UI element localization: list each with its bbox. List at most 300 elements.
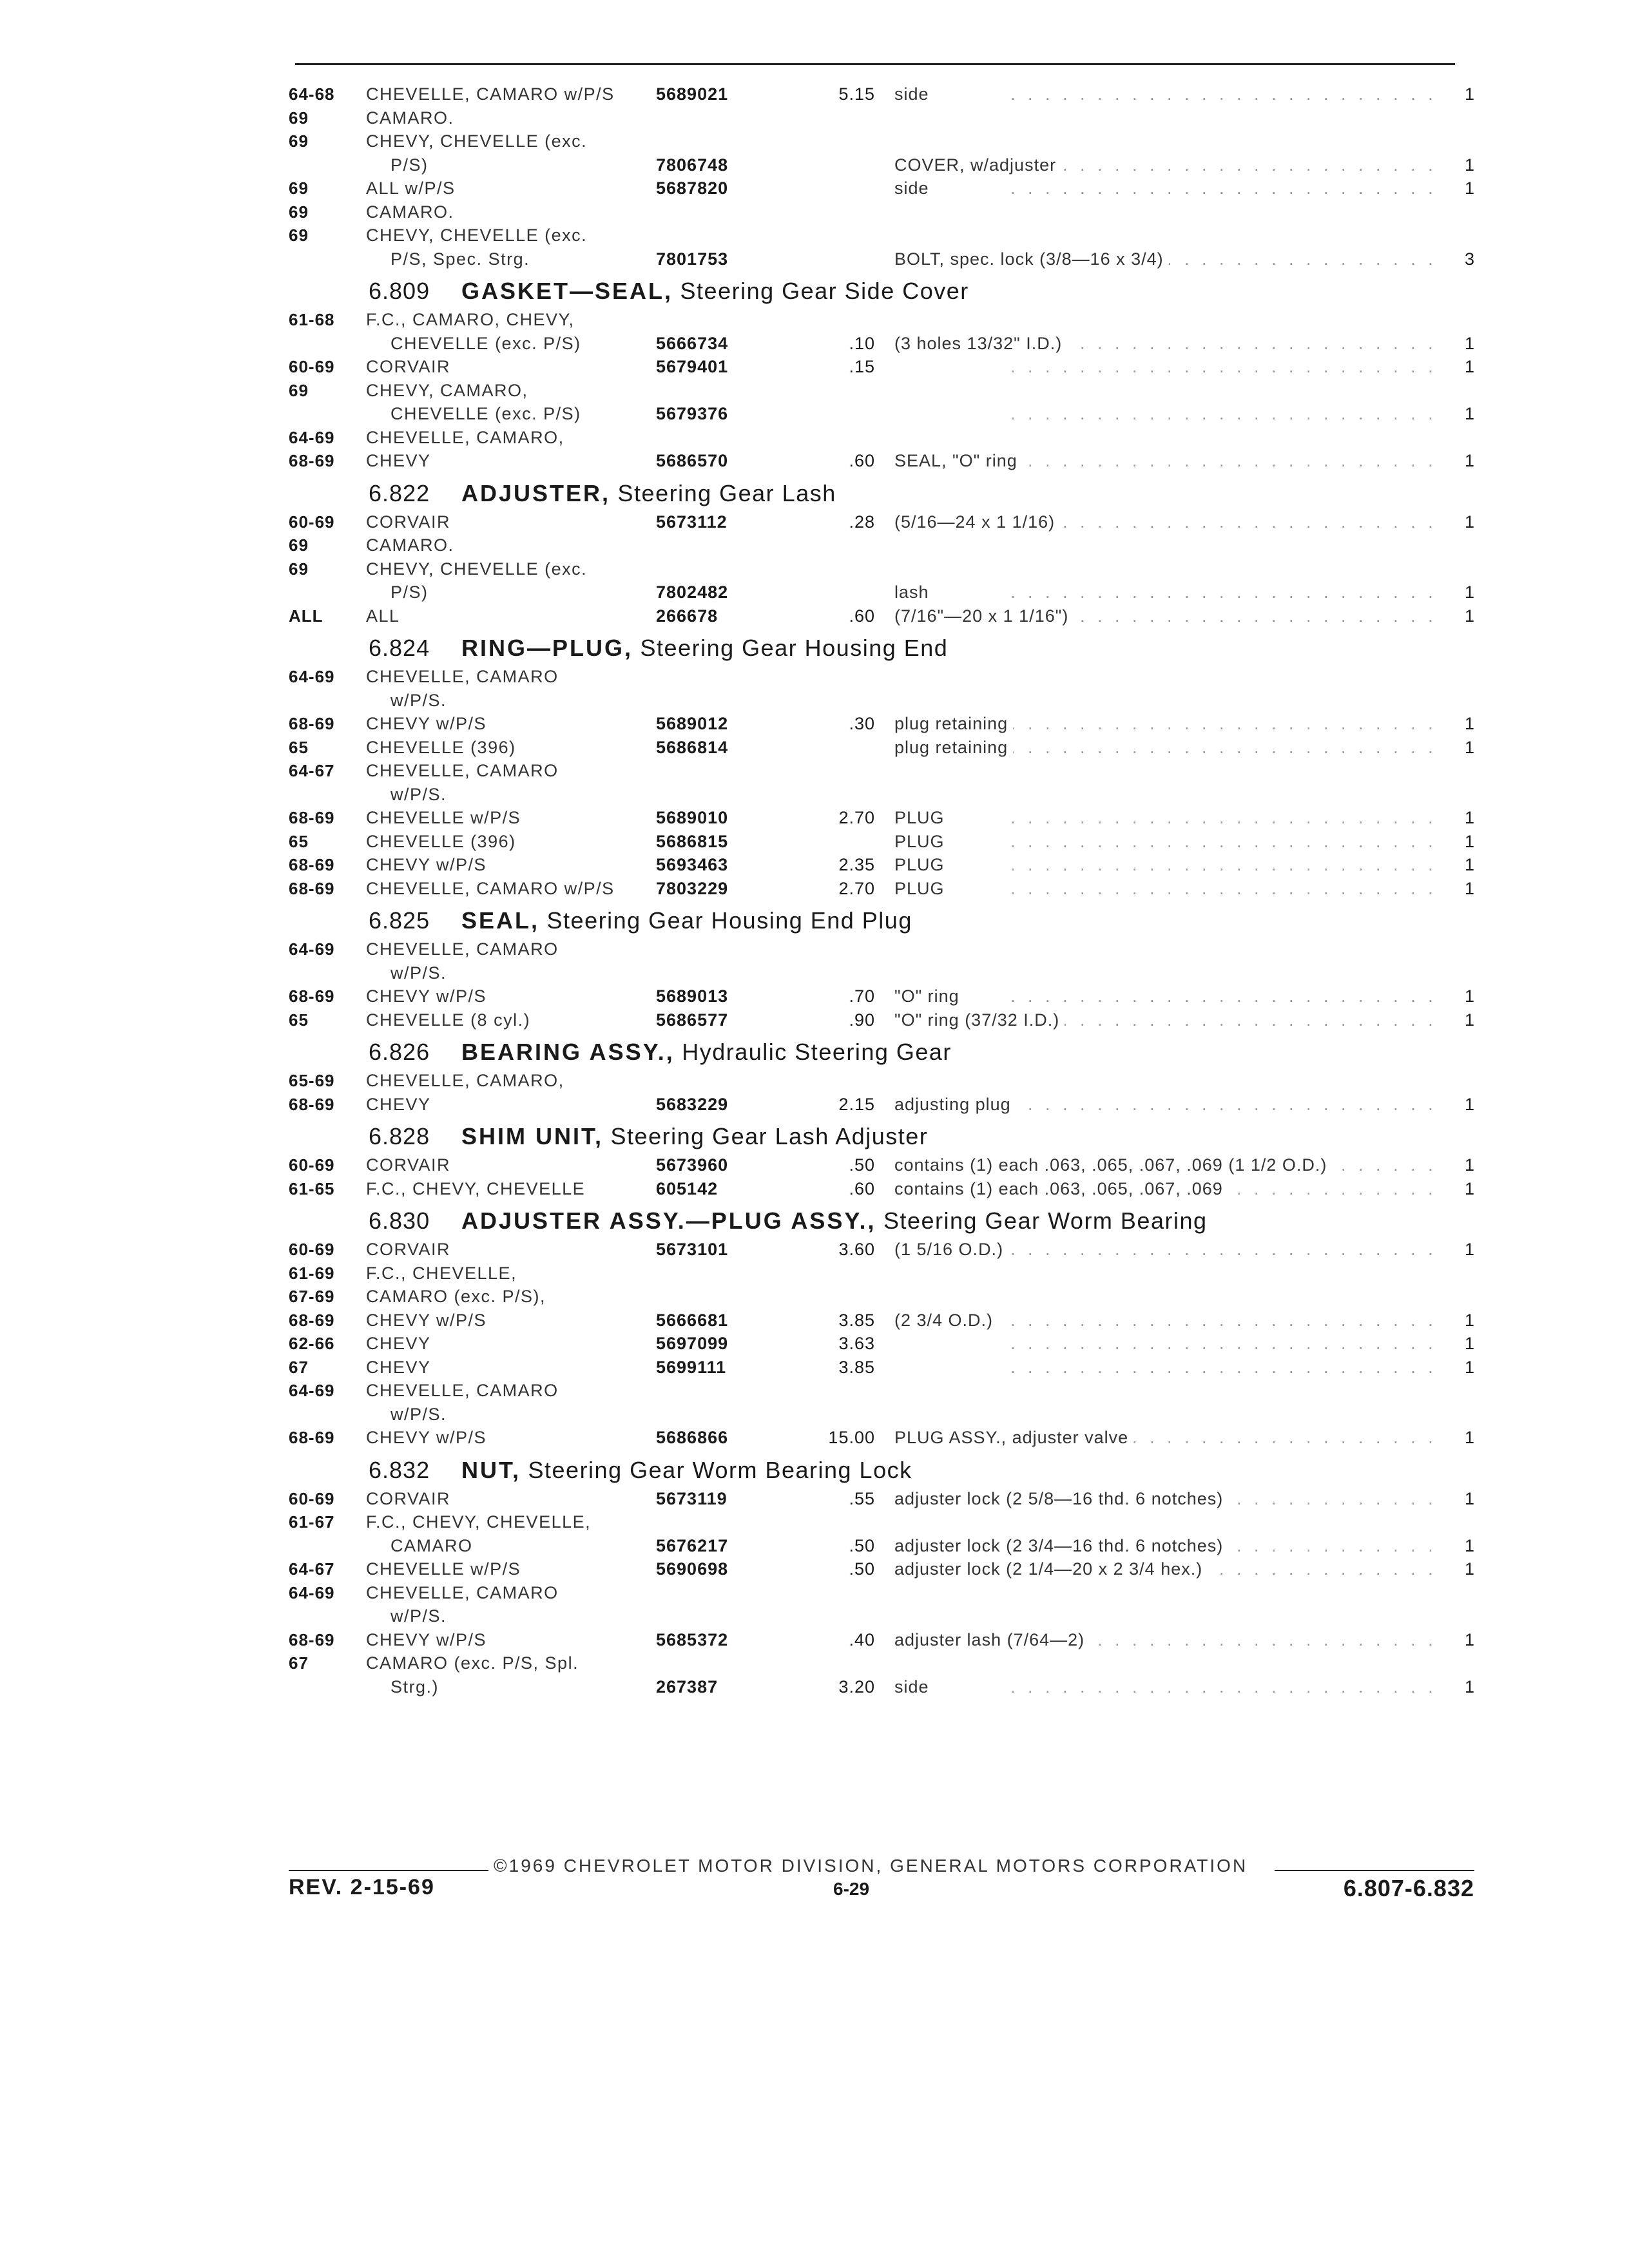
model-years: 68-69 [289, 714, 335, 733]
model-years: 69 [289, 226, 309, 245]
catalog-row [289, 1675, 1474, 1699]
part-description: lash [894, 581, 934, 604]
catalog-row [289, 153, 1474, 177]
catalog-row [289, 1262, 1474, 1285]
model-years: 60-69 [289, 1488, 335, 1508]
quantity: 1 [1464, 737, 1474, 757]
vehicle-models: CHEVELLE (396) [366, 831, 516, 851]
section-heading [289, 271, 1474, 308]
quantity: 1 [1464, 512, 1474, 532]
quantity: 3 [1464, 249, 1474, 269]
catalog-row [289, 961, 1474, 985]
model-years: 68-69 [289, 1094, 335, 1114]
top-rule [295, 63, 1455, 65]
part-number: 5686815 [656, 831, 729, 851]
model-years: 69 [289, 535, 309, 555]
quantity: 1 [1464, 582, 1474, 602]
list-price: 5.15 [838, 84, 875, 104]
vehicle-models: CHEVELLE (396) [366, 737, 516, 757]
quantity: 1 [1464, 714, 1474, 733]
model-years: 68-69 [289, 1310, 335, 1330]
vehicle-models: CHEVELLE, CAMARO [366, 667, 559, 686]
part-number: 5690698 [656, 1559, 729, 1579]
catalog-row [289, 604, 1474, 628]
part-description: SEAL, "O" ring [894, 449, 1023, 473]
model-years: 64-69 [289, 667, 335, 686]
catalog-row [289, 1403, 1474, 1427]
list-price: 3.85 [838, 1357, 875, 1377]
vehicle-models: CHEVELLE, CAMARO [366, 939, 559, 959]
section-heading [289, 900, 1474, 937]
vehicle-models: CORVAIR [366, 357, 451, 376]
leader-dots [1010, 877, 1436, 901]
leader-dots [1010, 153, 1436, 177]
list-price: .50 [849, 1559, 875, 1579]
section-subtitle: Steering Gear Side Cover [680, 278, 969, 304]
list-price: .60 [849, 1178, 875, 1198]
catalog-row [289, 1177, 1474, 1201]
vehicle-models: CHEVY w/P/S [366, 1310, 487, 1330]
catalog-row [289, 557, 1474, 581]
model-years: 69 [289, 131, 309, 151]
vehicle-models: P/S) [390, 155, 429, 175]
vehicle-models: ALL w/P/S [366, 178, 456, 198]
list-price: 2.15 [838, 1094, 875, 1114]
vehicle-models: w/P/S. [390, 1606, 447, 1626]
part-number: 5679376 [656, 404, 729, 423]
revision-date: REV. 2-15-69 [289, 1875, 435, 1899]
section-subtitle: Steering Gear Lash [617, 479, 836, 506]
section-title [461, 1032, 952, 1073]
part-description: (3 holes 13/32" I.D.) [894, 332, 1067, 356]
leader-dots [1010, 402, 1436, 426]
leader-dots [1010, 82, 1436, 106]
vehicle-models: CHEVELLE, CAMARO, [366, 1071, 564, 1090]
model-years: 68-69 [289, 1428, 335, 1447]
part-description: adjuster lock (2 3/4—16 thd. 6 notches) [894, 1534, 1228, 1558]
section-number: 6.809 [369, 278, 430, 304]
list-price: .40 [849, 1629, 875, 1649]
catalog-row [289, 1309, 1474, 1332]
vehicle-models: P/S) [390, 582, 429, 602]
model-years: 68-69 [289, 878, 335, 898]
section-part-name: NUT, [461, 1456, 521, 1483]
section-range: 6.807-6.832 [1343, 1875, 1474, 1901]
vehicle-models: CORVAIR [366, 1488, 451, 1508]
list-price: .60 [849, 606, 875, 626]
catalog-row [289, 806, 1474, 830]
part-number: 5673960 [656, 1155, 729, 1175]
part-number: 5673119 [656, 1488, 728, 1508]
section-subtitle: Steering Gear Housing End Plug [546, 907, 912, 934]
vehicle-models: CHEVELLE w/P/S [366, 1559, 521, 1579]
leader-dots [1010, 1332, 1436, 1356]
quantity: 1 [1464, 986, 1474, 1006]
part-number: 5666734 [656, 333, 729, 353]
vehicle-models: CORVAIR [366, 1240, 451, 1259]
catalog-row [289, 1332, 1474, 1356]
model-years: 65 [289, 1010, 309, 1030]
part-number: 7806748 [656, 155, 729, 175]
section-heading [289, 1116, 1474, 1153]
leader-dots [1010, 355, 1436, 379]
catalog-row [289, 1008, 1474, 1032]
part-number: 5686866 [656, 1428, 729, 1447]
catalog-row [289, 1604, 1474, 1628]
leader-dots [1010, 1093, 1436, 1117]
model-years: 69 [289, 202, 309, 222]
model-years: ALL [289, 606, 323, 626]
quantity: 1 [1464, 333, 1474, 353]
quantity: 1 [1464, 1629, 1474, 1649]
quantity: 1 [1464, 1334, 1474, 1353]
part-description: adjusting plug [894, 1093, 1016, 1117]
vehicle-models: F.C., CHEVELLE, [366, 1263, 517, 1283]
vehicle-models: CHEVY w/P/S [366, 1428, 487, 1447]
model-years: 60-69 [289, 1240, 335, 1259]
section-title [461, 1200, 1208, 1242]
part-number: 5693463 [656, 855, 729, 874]
catalog-row [289, 830, 1474, 854]
vehicle-models: CHEVY, CHEVELLE (exc. [366, 559, 588, 579]
vehicle-models: CHEVELLE w/P/S [366, 808, 521, 827]
page-footer [289, 1856, 1474, 1914]
part-number: 5666681 [656, 1310, 729, 1330]
model-years: 68-69 [289, 451, 335, 470]
quantity: 1 [1464, 1428, 1474, 1447]
catalog-row [289, 712, 1474, 736]
section-part-name: GASKET—SEAL, [461, 278, 673, 304]
vehicle-models: w/P/S. [390, 690, 447, 710]
quantity: 1 [1464, 1535, 1474, 1555]
list-price: .90 [849, 1010, 875, 1030]
quantity: 1 [1464, 878, 1474, 898]
quantity: 1 [1464, 831, 1474, 851]
leader-dots [1010, 449, 1436, 473]
model-years: 68-69 [289, 1629, 335, 1649]
catalog-row [289, 1628, 1474, 1652]
leader-dots [1010, 177, 1436, 200]
model-years: 69 [289, 380, 309, 400]
copyright-notice: ©1969 CHEVROLET MOTOR DIVISION, GENERAL MOTORS CORPORATION [494, 1856, 1248, 1876]
section-heading [289, 1032, 1474, 1069]
vehicle-models: CHEVY, CHEVELLE (exc. [366, 226, 588, 245]
catalog-row [289, 449, 1474, 473]
catalog-row [289, 200, 1474, 224]
section-subtitle: Hydraulic Steering Gear [682, 1039, 952, 1065]
vehicle-models: CHEVELLE, CAMARO [366, 761, 559, 780]
section-heading [289, 1450, 1474, 1487]
catalog-row [289, 853, 1474, 877]
model-years: 69 [289, 178, 309, 198]
section-part-name: SHIM UNIT, [461, 1123, 604, 1149]
catalog-row [289, 82, 1474, 106]
leader-dots [1010, 830, 1436, 854]
leader-dots [1010, 1238, 1436, 1262]
part-description: PLUG [894, 830, 950, 854]
catalog-row [289, 1285, 1474, 1309]
part-number: 5689010 [656, 808, 729, 827]
model-years: 68-69 [289, 855, 335, 874]
list-price: .70 [849, 986, 875, 1006]
list-price: 3.85 [838, 1310, 875, 1330]
vehicle-models: CHEVY, CAMARO, [366, 380, 528, 400]
part-number: 5689021 [656, 84, 729, 104]
quantity: 1 [1464, 1310, 1474, 1330]
part-number: 7802482 [656, 582, 729, 602]
leader-dots [1010, 985, 1436, 1008]
leader-dots [1010, 1008, 1436, 1032]
list-price: .55 [849, 1488, 875, 1508]
section-heading [289, 1200, 1474, 1238]
catalog-row [289, 581, 1474, 604]
model-years: 61-65 [289, 1178, 335, 1198]
leader-dots [1010, 736, 1436, 760]
part-number: 5683229 [656, 1094, 729, 1114]
catalog-row [289, 355, 1474, 379]
part-number: 5679401 [656, 357, 729, 376]
section-part-name: SEAL, [461, 907, 540, 934]
leader-dots [1010, 332, 1436, 356]
catalog-row [289, 1069, 1474, 1093]
model-years: 60-69 [289, 512, 335, 532]
part-number: 5699111 [656, 1357, 727, 1377]
catalog-row [289, 1238, 1474, 1262]
model-years: 68-69 [289, 986, 335, 1006]
model-years: 69 [289, 559, 309, 579]
leader-dots [1010, 806, 1436, 830]
catalog-row [289, 1379, 1474, 1403]
catalog-row [289, 224, 1474, 247]
part-number: 5687820 [656, 178, 729, 198]
vehicle-models: w/P/S. [390, 1404, 447, 1424]
catalog-row [289, 665, 1474, 689]
vehicle-models: CAMARO (exc. P/S), [366, 1287, 546, 1306]
catalog-row [289, 1153, 1474, 1177]
model-years: 64-67 [289, 1559, 335, 1579]
section-number: 6.830 [369, 1207, 430, 1234]
part-description: (5/16—24 x 1 1/16) [894, 510, 1060, 534]
model-years: 64-69 [289, 427, 335, 447]
footer-rule-left [289, 1870, 488, 1871]
vehicle-models: CHEVELLE (8 cyl.) [366, 1010, 531, 1030]
vehicle-models: CHEVELLE, CAMARO, [366, 427, 564, 447]
catalog-row [289, 308, 1474, 332]
part-number: 266678 [656, 606, 718, 626]
model-years: 62-66 [289, 1334, 335, 1353]
section-title [461, 628, 948, 669]
section-part-name: ADJUSTER ASSY.—PLUG ASSY., [461, 1207, 876, 1234]
quantity: 1 [1464, 1677, 1474, 1696]
part-description: plug retaining [894, 712, 1013, 736]
vehicle-models: CHEVELLE, CAMARO [366, 1381, 559, 1400]
model-years: 67 [289, 1357, 309, 1377]
catalog-row [289, 402, 1474, 426]
list-price: 3.20 [838, 1677, 875, 1696]
section-number: 6.832 [369, 1456, 430, 1483]
list-price: .50 [849, 1535, 875, 1555]
vehicle-models: CHEVELLE (exc. P/S) [390, 404, 581, 423]
vehicle-models: CHEVY w/P/S [366, 714, 487, 733]
vehicle-models: F.C., CAMARO, CHEVY, [366, 310, 575, 329]
part-description: adjuster lock (2 1/4—20 x 2 3/4 hex.) [894, 1557, 1208, 1581]
vehicle-models: CHEVY w/P/S [366, 1629, 487, 1649]
list-price: .28 [849, 512, 875, 532]
quantity: 1 [1464, 1240, 1474, 1259]
quantity: 1 [1464, 808, 1474, 827]
footer-rule-right [1275, 1870, 1474, 1871]
quantity: 1 [1464, 155, 1474, 175]
part-description: side [894, 177, 934, 200]
section-part-name: RING—PLUG, [461, 635, 633, 661]
section-title [461, 900, 912, 941]
catalog-row [289, 332, 1474, 356]
section-number: 6.822 [369, 479, 430, 506]
part-description: side [894, 1675, 934, 1699]
part-number: 7803229 [656, 878, 729, 898]
quantity: 1 [1464, 855, 1474, 874]
catalog-row [289, 877, 1474, 901]
vehicle-models: CHEVELLE, CAMARO w/P/S [366, 84, 615, 104]
vehicle-models: CHEVELLE (exc. P/S) [390, 333, 581, 353]
model-years: 64-67 [289, 761, 335, 780]
model-years: 60-69 [289, 1155, 335, 1175]
section-title [461, 1116, 928, 1157]
model-years: 65 [289, 831, 309, 851]
catalog-row [289, 106, 1474, 130]
part-description: side [894, 82, 934, 106]
vehicle-models: w/P/S. [390, 963, 447, 983]
vehicle-models: CAMARO. [366, 535, 454, 555]
part-number: 5673101 [656, 1240, 729, 1259]
part-description: PLUG [894, 877, 950, 901]
vehicle-models: CHEVY, CHEVELLE (exc. [366, 131, 588, 151]
list-price: .15 [849, 357, 875, 376]
catalog-row [289, 937, 1474, 961]
part-description: (7/16"—20 x 1 1/16") [894, 604, 1074, 628]
catalog-row [289, 130, 1474, 153]
part-number: 5686577 [656, 1010, 729, 1030]
model-years: 60-69 [289, 357, 335, 376]
part-number: 5689012 [656, 714, 729, 733]
leader-dots [1010, 1356, 1436, 1379]
quantity: 1 [1464, 1010, 1474, 1030]
vehicle-models: CORVAIR [366, 1155, 451, 1175]
model-years: 61-69 [289, 1263, 335, 1283]
part-number: 5689013 [656, 986, 729, 1006]
vehicle-models: CHEVY [366, 1094, 431, 1114]
list-price: 3.63 [838, 1334, 875, 1353]
vehicle-models: CAMARO [390, 1535, 473, 1555]
section-subtitle: Steering Gear Worm Bearing [883, 1207, 1208, 1234]
vehicle-models: CHEVY [366, 451, 431, 470]
list-price: .30 [849, 714, 875, 733]
part-number: 5686570 [656, 451, 729, 470]
quantity: 1 [1464, 1178, 1474, 1198]
quantity: 1 [1464, 1155, 1474, 1175]
vehicle-models: CAMARO. [366, 108, 454, 128]
part-description: (2 3/4 O.D.) [894, 1309, 998, 1332]
catalog-row [289, 1581, 1474, 1605]
section-subtitle: Steering Gear Worm Bearing Lock [528, 1456, 912, 1483]
catalog-row [289, 759, 1474, 783]
section-title [461, 1450, 912, 1491]
list-price: 15.00 [828, 1428, 875, 1447]
part-number: 7801753 [656, 249, 729, 269]
list-price: 3.60 [838, 1240, 875, 1259]
quantity: 1 [1464, 1357, 1474, 1377]
model-years: 61-67 [289, 1512, 335, 1532]
part-description: PLUG ASSY., adjuster valve [894, 1426, 1133, 1450]
quantity: 1 [1464, 1559, 1474, 1579]
catalog-row [289, 1651, 1474, 1675]
vehicle-models: ALL [366, 606, 400, 626]
section-part-name: BEARING ASSY., [461, 1039, 675, 1065]
part-number: 605142 [656, 1178, 718, 1198]
quantity: 1 [1464, 178, 1474, 198]
section-number: 6.828 [369, 1123, 430, 1149]
list-price: 2.35 [838, 855, 875, 874]
part-number: 5697099 [656, 1334, 729, 1353]
leader-dots [1010, 853, 1436, 877]
model-years: 64-69 [289, 1381, 335, 1400]
part-description: BOLT, spec. lock (3/8—16 x 3/4) [894, 247, 1169, 271]
catalog-row [289, 379, 1474, 403]
vehicle-models: CHEVELLE, CAMARO [366, 1582, 559, 1602]
catalog-row [289, 1426, 1474, 1450]
model-years: 68-69 [289, 808, 335, 827]
leader-dots [1010, 1309, 1436, 1332]
catalog-row [289, 783, 1474, 807]
list-price: 2.70 [838, 808, 875, 827]
vehicle-models: F.C., CHEVY, CHEVELLE [366, 1178, 586, 1198]
section-number: 6.824 [369, 635, 430, 661]
catalog-row [289, 177, 1474, 200]
vehicle-models: CHEVY w/P/S [366, 855, 487, 874]
model-years: 64-69 [289, 939, 335, 959]
part-number: 267387 [656, 1677, 718, 1696]
quantity: 1 [1464, 1094, 1474, 1114]
part-number: 5676217 [656, 1535, 729, 1555]
leader-dots [1010, 1675, 1436, 1699]
vehicle-models: CAMARO (exc. P/S, Spl. [366, 1653, 579, 1673]
vehicle-models: Strg.) [390, 1677, 439, 1696]
model-years: 65 [289, 737, 309, 757]
catalog-row [289, 533, 1474, 557]
vehicle-models: P/S, Spec. Strg. [390, 249, 530, 269]
part-description: adjuster lock (2 5/8—16 thd. 6 notches) [894, 1487, 1228, 1511]
catalog-row [289, 426, 1474, 450]
catalog-row [289, 1356, 1474, 1379]
section-subtitle: Steering Gear Housing End [640, 635, 949, 661]
part-description: (1 5/16 O.D.) [894, 1238, 1008, 1262]
section-heading [289, 628, 1474, 665]
part-description: contains (1) each .063, .065, .067, .069 (1 1/2 O.D.) [894, 1153, 1332, 1177]
vehicle-models: w/P/S. [390, 784, 447, 804]
quantity: 1 [1464, 84, 1474, 104]
section-number: 6.825 [369, 907, 430, 934]
leader-dots [1010, 510, 1436, 534]
quantity: 1 [1464, 606, 1474, 626]
catalog-row [289, 1557, 1474, 1581]
leader-dots [1010, 604, 1436, 628]
parts-catalog [289, 82, 1474, 1698]
model-years: 67 [289, 1653, 309, 1673]
part-description: "O" ring (37/32 I.D.) [894, 1008, 1065, 1032]
model-years: 65-69 [289, 1071, 335, 1090]
model-years: 64-69 [289, 1582, 335, 1602]
leader-dots [1010, 712, 1436, 736]
